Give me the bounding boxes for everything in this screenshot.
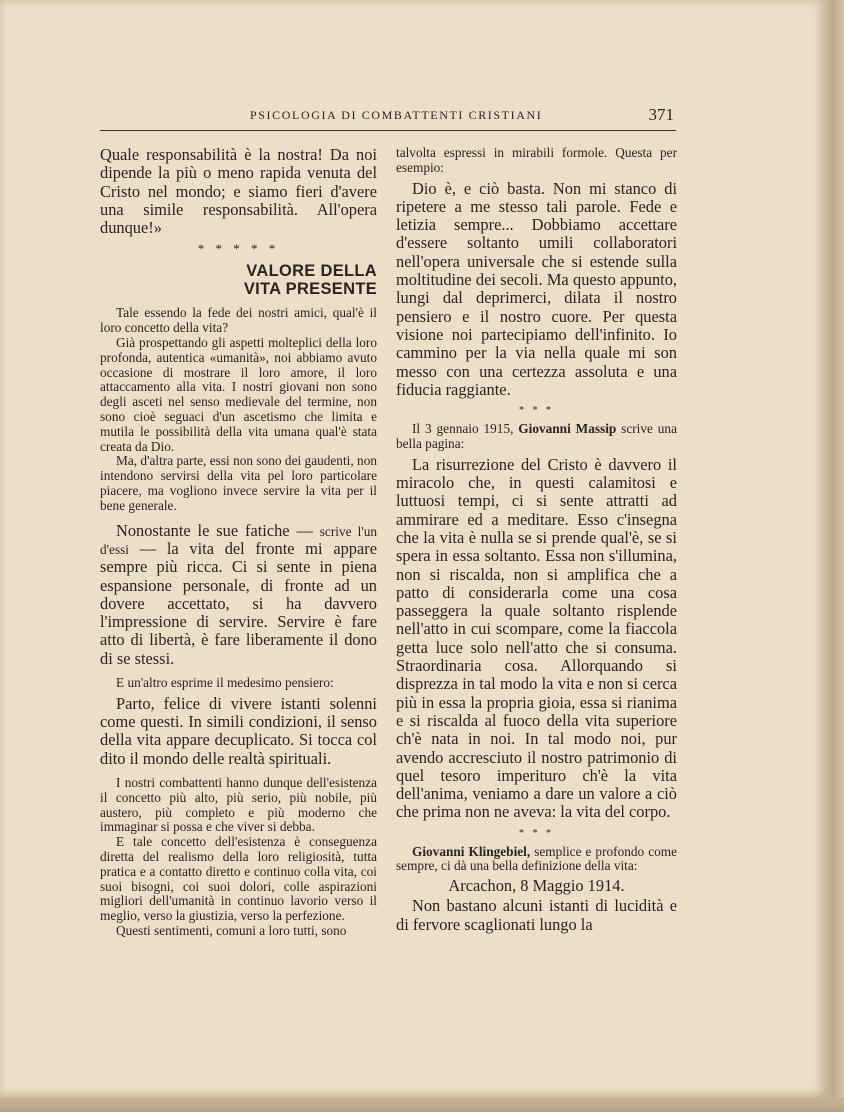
page-number: 371 <box>648 105 674 124</box>
paragraph: Tale essendo la fede dei nostri amici, qual'è il loro concetto della vita? <box>100 305 377 336</box>
paragraph: I nostri combattenti hanno dunque dell'esistenza il concetto più alto, più serio, più nobile, più austero, più completo e più moderno che immaginar si possa e che viver si debba. <box>100 775 377 835</box>
book-edge-right <box>826 0 844 1112</box>
quotation <box>100 522 377 668</box>
paragraph: E un'altro esprime il medesimo pensiero: <box>116 675 334 691</box>
paragraph: Ma, d'altra parte, essi non sono dei gaudenti, non intendono servirsi della vita pel loro particolare piacere, ma vogliono invece servire la vita per il bene generale. <box>100 453 377 513</box>
paragraph: Già prospettando gli aspetti molteplici della loro profonda, autentica «umanità», noi abbiamo avuto occasione di mostrare il loro amore, il loro attaccamento alla vita. I nostri giovani non sono degli asceti nel senso medievale del termine, non sono cioè seguaci d'un ascetismo che limita e mutila le possibilità della vita umana qual'è stata creata da Dio. <box>100 335 377 454</box>
paragraph: Il 3 gennaio 1915, Giovanni Massip scrive una bella pagina: <box>396 421 677 451</box>
section-separator: * * * <box>519 827 554 839</box>
left-column <box>100 146 377 939</box>
paragraph: Giovanni Klingebiel, semplice e profondo come sempre, ci dà una bella definizione della vita: <box>396 843 677 874</box>
quotation: Dio è, e ciò basta. Non mi stanco di ripetere a me stesso tali parole. Fede e letizia sempre... Dobbiamo accettare d'essere soltanto umili collaboratori nell'opera universale che si estende sulla moltitudine dei secoli. Ma questo appunto, lungi dal deprimerci, dilata il nostro pensiero e il nostro cuore. Per questa visione noi partecipiamo dell'infinito. Io cammino per la via nella quale mi son messo con una certezza assoluta e una fiducia raggiante. <box>396 178 677 399</box>
section-title-line: VITA PRESENTE <box>243 279 377 298</box>
quote-text: — la vita del fronte mi appare sempre più ricca. Ci si sente in piena espansione personale, di fronte ad un dovere accettato, si ha davvero l'impressione di servire. Servire è fare atto di libertà, è fare liberamente il dono di se stessi. <box>100 538 377 668</box>
right-column <box>396 146 677 934</box>
running-head: PSICOLOGIA DI COMBATTENTI CRISTIANI <box>250 108 543 122</box>
quotation: Non bastano alcuni istanti di lucidità e di fervore scaglionati lungo la <box>396 896 677 934</box>
quotation: La risurrezione del Cristo è davvero il miracolo che, in questi calamitosi e luttuosi tempi, ci si sente attratti ad ammirare ed a meditare. Esso c'insegna che la vita è nulla se si prende qual'è, se si spera in essa soltanto. Essa non s'illumina, non si riscalda, non si amplifica che a patto di considerarla come una cosa passeggera la quale soltanto risplende nell'atto in cui scompare, come la fiaccola getta luce solo nell'atto che si consuma. Straordinaria cosa. Allorquando si disprezza in tal modo la vita e non si cerca più in essa la propria gioia, essa si rianima e si riscalda al fuoco della vita superiore ch'è nata in noi. In tal modo noi, pur avendo accresciuto il nostro patrimonio di quel tesoro imperituro ch'è la vita dell'anima, veniamo a dare un valore a ciò che prima non ne aveva: la vita del corpo. <box>396 454 677 822</box>
section-separator: * * * * * <box>197 241 280 257</box>
paragraph: Quale responsabilità è la nostra! Da noi dipende la più o meno rapida venuta del Cristo nel mondo; e siamo fieri d'avere una simile responsabilità. All'opera dunque!» <box>100 145 377 238</box>
paragraph: talvolta espressi in mirabili formole. Questa per esempio: <box>396 145 677 175</box>
section-title-line: VALORE DELLA <box>246 262 377 281</box>
attribution: scrive l'un d'essi <box>100 523 377 557</box>
quote-text: Nonostante le sue fatiche — <box>116 520 320 540</box>
author-name: Giovanni Klingebiel, <box>412 843 531 859</box>
quotation: Parto, felice di vivere istanti solenni come questi. In simili condizioni, il senso della vita appare decuplicato. Si tocca col dito il mondo delle realtà spirituali. <box>100 693 377 768</box>
paragraph: E tale concetto dell'esistenza è conseguenza diretta del realismo della loro religiosità, tutta pratica e a contatto diretto e continuo colla vita, coi suoi bisogni, coi suoi dolori, colle aspirazioni migliori dell'umanità in continuo lavorio verso il meglio, verso la giustizia, verso la perfezione. <box>100 834 377 924</box>
paragraph: Questi sentimenti, comuni a loro tutti, sono <box>116 922 347 938</box>
book-edge-bottom <box>0 1098 844 1112</box>
page-header <box>100 104 676 131</box>
letter-dateline: Arcachon, 8 Maggio 1914. <box>448 876 625 896</box>
section-title <box>100 263 377 298</box>
section-separator: * * * <box>519 405 554 417</box>
author-name: Giovanni Massip <box>518 421 617 437</box>
